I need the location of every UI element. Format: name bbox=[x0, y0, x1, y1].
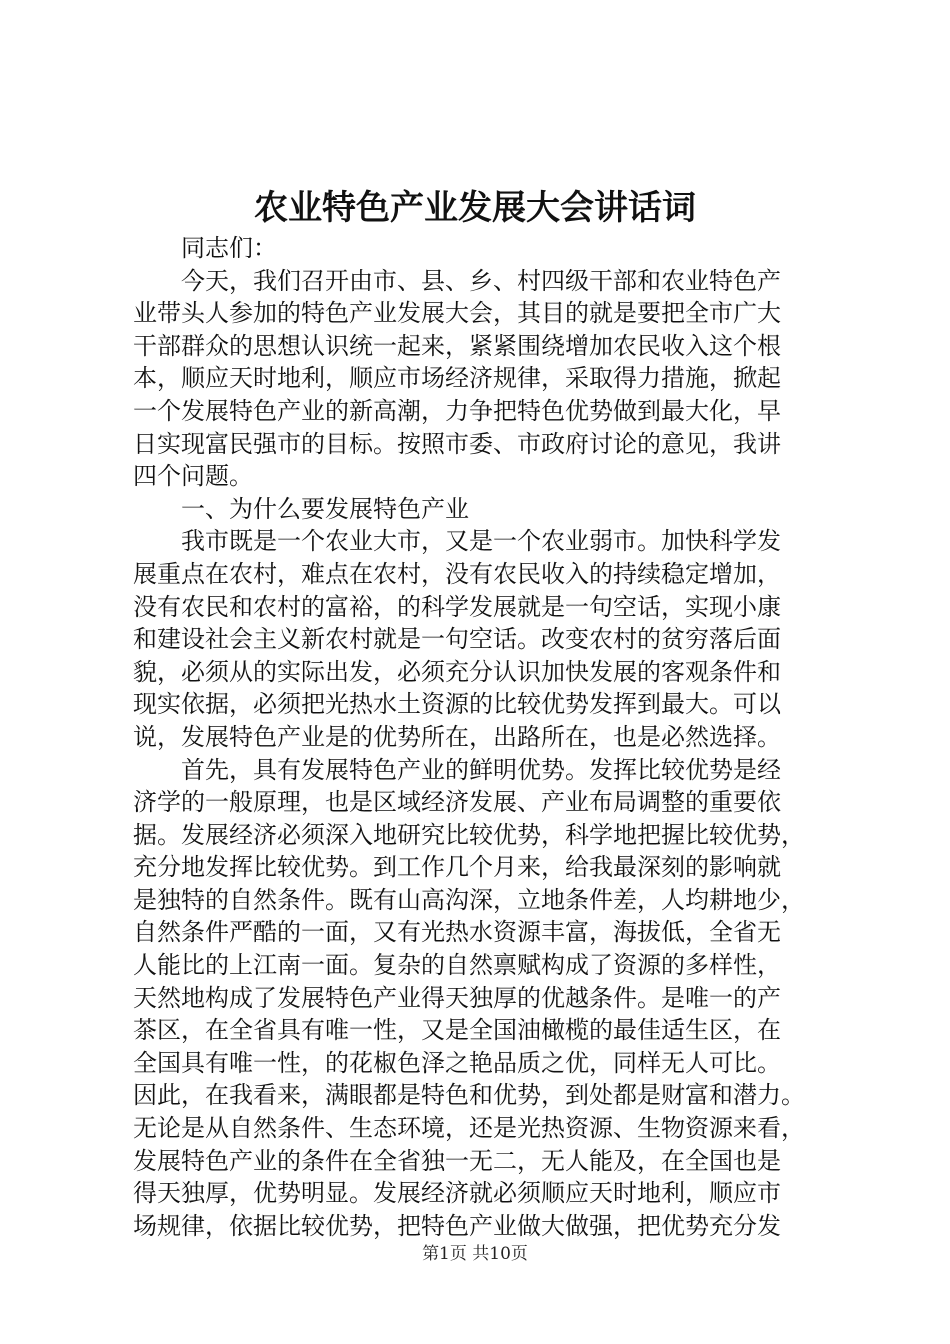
text-line: 本，顺应天时地利，顺应市场经济规律，采取得力措施，掀起 bbox=[133, 364, 781, 393]
text-line: 业带头人参加的特色产业发展大会，其目的就是要把全市广大 bbox=[133, 299, 781, 328]
text-line: 因此，在我看来，满眼都是特色和优势，到处都是财富和潜力。 bbox=[133, 1081, 805, 1110]
text-line: 全国具有唯一性，的花椒色泽之艳品质之优，同样无人可比。 bbox=[133, 1048, 781, 1077]
text-line: 无论是从自然条件、生态环境，还是光热资源、生物资源来看， bbox=[133, 1114, 805, 1143]
text-line: 没有农民和农村的富裕，的科学发展就是一句空话，实现小康 bbox=[133, 592, 781, 621]
text-line: 自然条件严酷的一面，又有光热水资源丰富，海拔低，全省无 bbox=[133, 918, 781, 947]
text-line: 一个发展特色产业的新高潮，力争把特色优势做到最大化，早 bbox=[133, 396, 781, 425]
text-line: 四个问题。 bbox=[133, 462, 253, 491]
document-title: 农业特色产业发展大会讲话词 bbox=[254, 188, 696, 228]
text-line: 一、为什么要发展特色产业 bbox=[181, 494, 469, 523]
text-line: 同志们： bbox=[181, 234, 277, 262]
text-line: 是独特的自然条件。既有山高沟深，立地条件差，人均耕地少， bbox=[133, 885, 805, 914]
text-line: 济学的一般原理，也是区域经济发展、产业布局调整的重要依 bbox=[133, 788, 781, 817]
text-line: 天然地构成了发展特色产业得天独厚的优越条件。是唯一的产 bbox=[133, 983, 781, 1012]
text-line: 得天独厚，优势明显。发展经济就必须顺应天时地利，顺应市 bbox=[133, 1179, 781, 1208]
text-line: 现实依据，必须把光热水土资源的比较优势发挥到最大。可以 bbox=[133, 690, 781, 719]
text-line: 发展特色产业的条件在全省独一无二，无人能及，在全国也是 bbox=[133, 1146, 781, 1175]
text-line: 据。发展经济必须深入地研究比较优势，科学地把握比较优势， bbox=[133, 820, 805, 849]
text-line: 貌，必须从的实际出发，必须充分认识加快发展的客观条件和 bbox=[133, 657, 781, 686]
text-line: 干部群众的思想认识统一起来，紧紧围绕增加农民收入这个根 bbox=[133, 331, 781, 360]
text-line: 我市既是一个农业大市，又是一个农业弱市。加快科学发 bbox=[181, 527, 781, 556]
text-line: 说，发展特色产业是的优势所在，出路所在，也是必然选择。 bbox=[133, 722, 781, 751]
text-line: 首先，具有发展特色产业的鲜明优势。发挥比较优势是经 bbox=[181, 755, 781, 784]
text-line: 茶区，在全省具有唯一性，又是全国油橄榄的最佳适生区，在 bbox=[133, 1016, 781, 1045]
text-line: 充分地发挥比较优势。到工作几个月来，给我最深刻的影响就 bbox=[133, 853, 781, 882]
document-body bbox=[133, 232, 853, 1242]
text-line: 日实现富民强市的目标。按照市委、市政府讨论的意见，我讲 bbox=[133, 429, 781, 458]
text-line: 和建设社会主义新农村就是一句空话。改变农村的贫穷落后面 bbox=[133, 625, 781, 654]
text-line: 今天，我们召开由市、县、乡、村四级干部和农业特色产 bbox=[181, 266, 781, 295]
text-line: 展重点在农村，难点在农村，没有农民收入的持续稳定增加， bbox=[133, 559, 781, 588]
text-line: 人能比的上江南一面。复杂的自然禀赋构成了资源的多样性， bbox=[133, 951, 781, 980]
page-footer: 第1页 共10页 bbox=[422, 1244, 528, 1264]
text-line: 场规律，依据比较优势，把特色产业做大做强，把优势充分发 bbox=[133, 1211, 781, 1240]
